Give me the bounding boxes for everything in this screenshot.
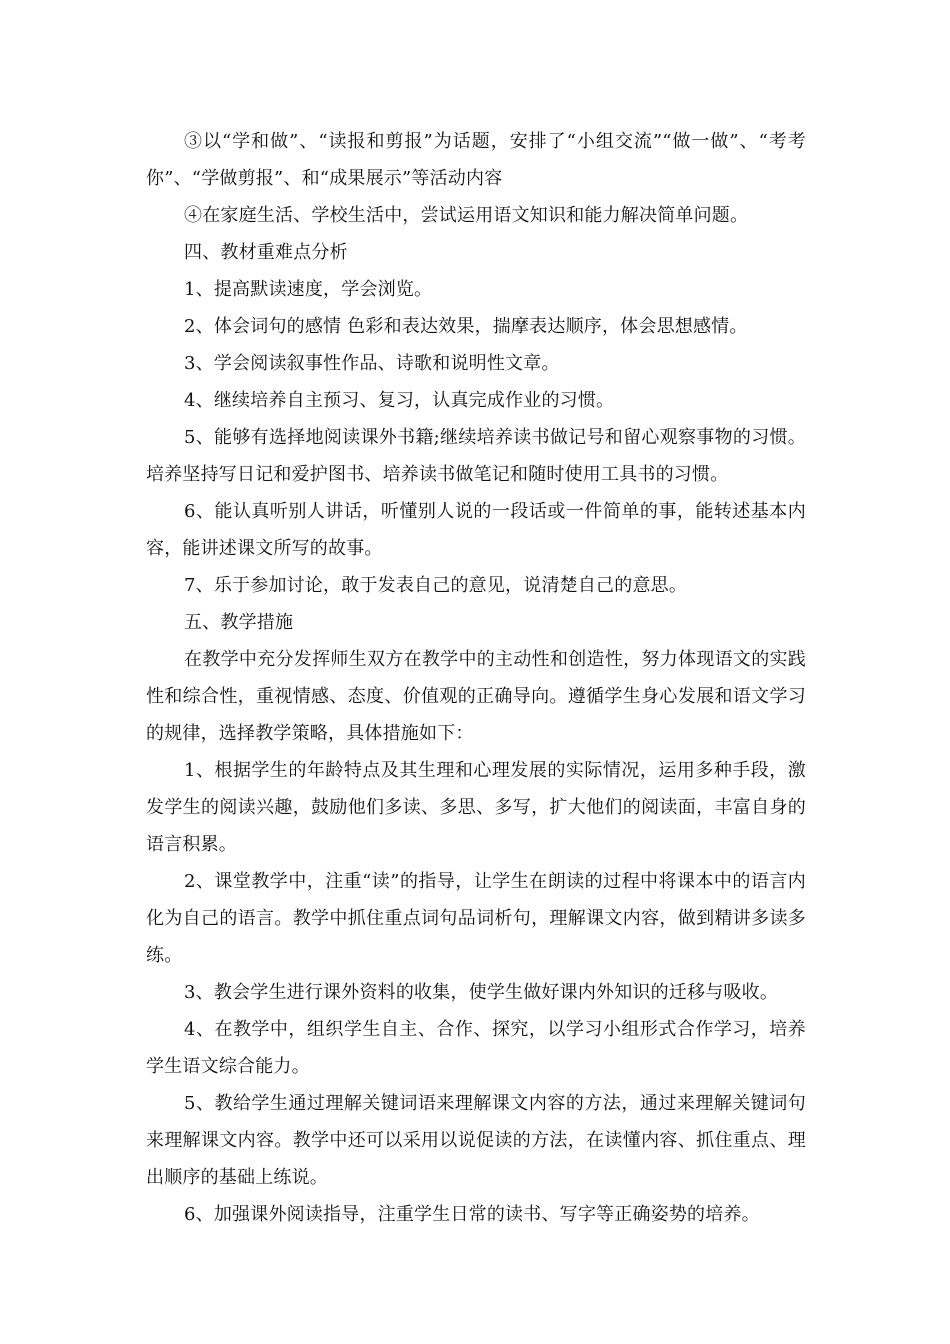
measure-item-4: 4、在教学中，组织学生自主、合作、探究，以学习小组形式合作学习，培养学生语文综合能力。 <box>146 1019 806 1077</box>
list-item-1: 1、提高默读速度，学会浏览。 <box>184 279 433 300</box>
document-body <box>146 123 806 1233</box>
measure-item-6: 6、加强课外阅读指导，注重学生日常的读书、写字等正确姿势的培养。 <box>184 1204 760 1225</box>
section-heading-key-points: 四、教材重难点分析 <box>184 242 348 263</box>
measure-item-1: 1、根据学生的年龄特点及其生理和心理发展的实际情况，运用多种手段，激发学生的阅读兴趣，鼓励他们多读、多思、多写，扩大他们的阅读面，丰富自身的语言积累。 <box>146 760 806 855</box>
measure-item-2: 2、课堂教学中，注重“读”的指导，让学生在朗读的过程中将课本中的语言内化为自己的语言。教学中抓住重点词句品词析句，理解课文内容，做到精讲多读多练。 <box>146 871 806 966</box>
list-item-3: 3、学会阅读叙事性作品、诗歌和说明性文章。 <box>184 353 560 374</box>
section-heading-measures: 五、教学措施 <box>184 612 294 633</box>
list-item-7: 7、乐于参加讨论，敢于发表自己的意见，说清楚自己的意思。 <box>184 575 688 596</box>
measure-item-5: 5、教给学生通过理解关键词语来理解课文内容的方法，通过来理解关键词句来理解课文内容。教学中还可以采用以说促读的方法，在读懂内容、抓住重点、理出顺序的基础上练说。 <box>146 1093 806 1188</box>
paragraph-measures-intro: 在教学中充分发挥师生双方在教学中的主动性和创造性，努力体现语文的实践性和综合性，重视情感、态度、价值观的正确导向。遵循学生身心发展和语文学习的规律，选择教学策略，具体措施如下： <box>146 649 806 744</box>
list-item-2: 2、体会词句的感情 色彩和表达效果，揣摩表达顺序，体会思想感情。 <box>184 316 748 337</box>
list-item-6: 6、能认真听别人讲话，听懂别人说的一段话或一件简单的事，能转述基本内容，能讲述课文所写的故事。 <box>146 501 806 559</box>
paragraph-activity-topics: ③以“学和做”、“读报和剪报”为话题，安排了“小组交流”“做一做”、“考考你”、“学做剪报”、和“成果展示”等活动内容 <box>146 131 806 189</box>
measure-item-3: 3、教会学生进行课外资料的收集，使学生做好课内外知识的迁移与吸收。 <box>184 982 779 1003</box>
paragraph-apply-knowledge: ④在家庭生活、学校生活中，尝试运用语文知识和能力解决简单问题。 <box>184 205 749 226</box>
list-item-5: 5、能够有选择地阅读课外书籍;继续培养读书做记号和留心观察事物的习惯。培养坚持写日记和爱护图书、培养读书做笔记和随时使用工具书的习惯。 <box>146 427 806 485</box>
list-item-4: 4、继续培养自主预习、复习，认真完成作业的习惯。 <box>184 390 615 411</box>
